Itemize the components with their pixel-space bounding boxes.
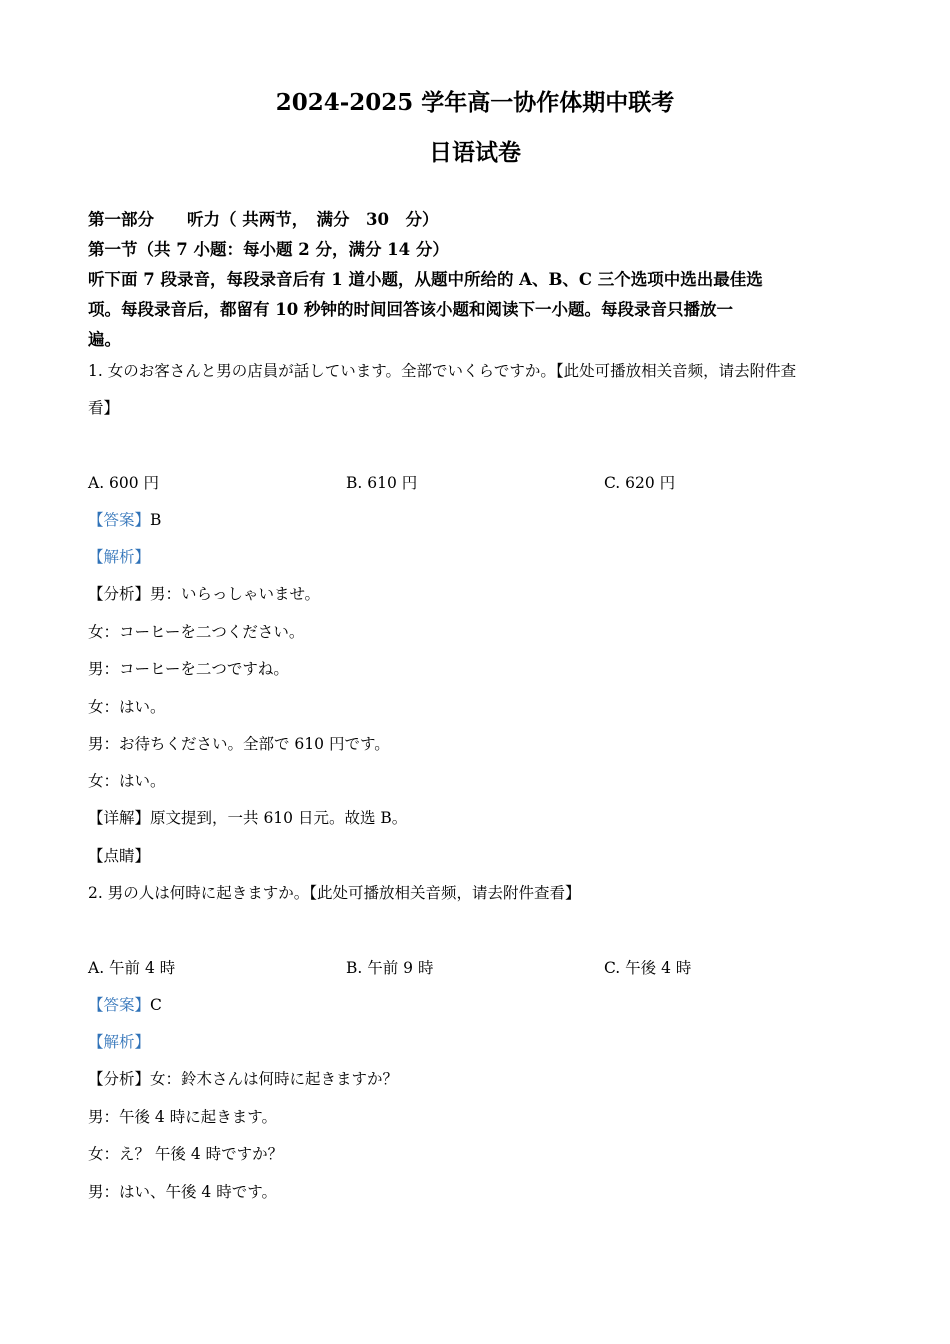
answer-label: 【答案】 [88,511,151,529]
question-1-detail [88,806,407,828]
question-1-answer [88,508,161,530]
dialogue-line: 女：え？ 午後 4 時ですか？ [88,1145,284,1163]
dialogue-line: 女：はい。 [88,698,166,716]
question-1-analysis-label: 【解析】 [88,548,151,566]
dialogue-line: 男：いらっしゃいませ。 [150,585,321,603]
dialogue-line: 男：はい、午後 4 時です。 [88,1183,277,1201]
dialogue-line: 男：コーヒーを二つですね。 [88,660,289,678]
answer-label: 【答案】 [88,996,151,1014]
question-2-option-a: A. 午前 4 時 [88,959,176,977]
question-2-analysis [88,1067,398,1089]
page-subtitle: 日语试卷 [429,139,521,166]
answer-value: B [150,511,162,529]
question-1-option-a: A. 600 円 [88,474,160,492]
section-heading: 第一节（共 7 小题：每小题 2 分，满分 14 分） [88,240,449,259]
question-1-point: 【点睛】 [88,847,151,865]
dialogue-line: 女：はい。 [88,772,166,790]
question-1-option-c: C. 620 円 [604,474,676,492]
answer-value: C [150,996,162,1014]
question-2-answer [88,993,162,1015]
dialogue-line: 男：午後 4 時に起きます。 [88,1108,277,1126]
instructions-line-1: 听下面 7 段录音，每段录音后有 1 道小题，从题中所给的 A、B、C 三个选项中选出最佳选 [88,270,763,289]
part-heading: 第一部分 听力（ 共两节， 满分 30 分） [88,210,439,229]
question-2-stem: 2. 男の人は何時に起きますか。【此处可播放相关音频，请去附件查看】 [88,884,581,902]
analysis-title: 【分析】 [88,585,151,603]
question-1-option-b: B. 610 円 [346,474,418,492]
dialogue-line: 女：鈴木さんは何時に起きますか？ [150,1070,399,1088]
analysis-title: 【分析】 [88,1070,151,1088]
instructions-line-3: 遍。 [88,330,121,349]
dialogue-line: 女：コーヒーを二つください。 [88,623,305,641]
question-2-option-b: B. 午前 9 時 [346,959,434,977]
detail-text: 原文提到，一共 610 日元。故选 B。 [150,809,408,827]
page-title: 2024-2025 学年高一协作体期中联考 [275,89,675,116]
question-1-analysis [88,582,320,604]
detail-label: 【详解】 [88,809,151,827]
dialogue-line: 男：お待ちください。全部で 610 円です。 [88,735,390,753]
question-1-stem: 1. 女のお客さんと男の店員が話しています。全部でいくらですか。【此处可播放相关音频，请去附件查 [88,362,797,380]
instructions-line-2: 项。每段录音后，都留有 10 秒钟的时间回答该小题和阅读下一小题。每段录音只播放一 [88,300,733,319]
question-1-stem-cont: 看】 [88,399,120,417]
question-2-analysis-label: 【解析】 [88,1033,151,1051]
question-2-option-c: C. 午後 4 時 [604,959,692,977]
